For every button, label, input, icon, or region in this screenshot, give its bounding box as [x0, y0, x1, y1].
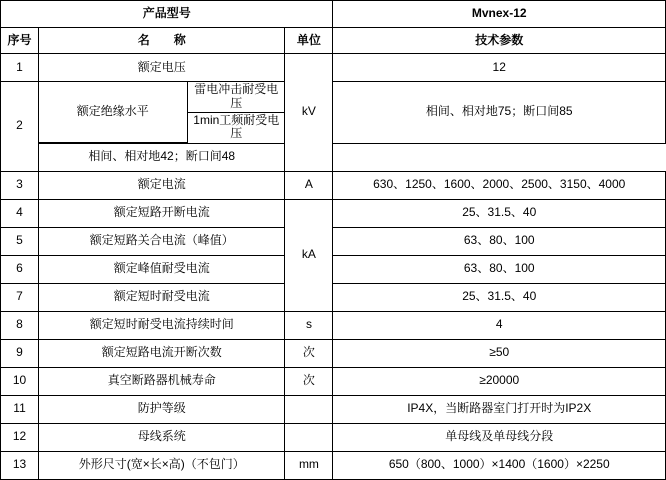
row-no: 10 — [1, 367, 39, 395]
table-header-row-title — [1, 1, 666, 28]
row-name: 额定短时耐受电流 — [39, 283, 285, 311]
table-row — [1, 171, 666, 199]
row-no: 11 — [1, 395, 39, 423]
insulation-sub-row — [39, 82, 285, 112]
row-unit: 次 — [285, 339, 333, 367]
row-name: 额定电流 — [39, 171, 285, 199]
row-no: 12 — [1, 423, 39, 451]
header-name: 名 称 — [39, 28, 285, 54]
header-param: 技术参数 — [333, 28, 666, 54]
row-param: ≥50 — [333, 339, 666, 367]
row-param: ≥20000 — [333, 367, 666, 395]
table-row — [1, 311, 666, 339]
row-unit: mm — [285, 451, 333, 479]
table-row — [1, 451, 666, 479]
row-name: 额定短时耐受电流持续时间 — [39, 311, 285, 339]
sub-label: 雷电冲击耐受电压 — [187, 82, 285, 112]
row-param: 63、80、100 — [333, 227, 666, 255]
row-name: 额定峰值耐受电流 — [39, 255, 285, 283]
row-unit: A — [285, 171, 333, 199]
row-param: 12 — [333, 54, 666, 82]
row-unit — [285, 395, 333, 423]
row-param: IP4X，当断路器室门打开时为IP2X — [333, 395, 666, 423]
row-no: 8 — [1, 311, 39, 339]
header-product-model: 产品型号 — [1, 1, 333, 28]
table-header-row-sub — [1, 28, 666, 54]
row-unit: 次 — [285, 367, 333, 395]
row-name: 额定短路关合电流（峰值） — [39, 227, 285, 255]
row-name: 额定绝缘水平 — [39, 82, 187, 142]
row-no: 1 — [1, 54, 39, 82]
row-unit: kV — [285, 54, 333, 172]
table-row — [1, 227, 666, 255]
header-unit: 单位 — [285, 28, 333, 54]
table-row — [1, 255, 666, 283]
header-no: 序号 — [1, 28, 39, 54]
row-param: 630、1250、1600、2000、2500、3150、4000 — [333, 171, 666, 199]
table-row — [1, 143, 666, 171]
row-param: 25、31.5、40 — [333, 283, 666, 311]
table-row — [1, 395, 666, 423]
row-param: 63、80、100 — [333, 255, 666, 283]
row-param: 相间、相对地75；断口间85 — [333, 82, 666, 144]
table-row — [1, 199, 666, 227]
row-param: 4 — [333, 311, 666, 339]
row-param: 相间、相对地42；断口间48 — [39, 143, 285, 171]
row-unit: s — [285, 311, 333, 339]
row-name: 额定短路开断电流 — [39, 199, 285, 227]
row-no: 5 — [1, 227, 39, 255]
row-name: 额定短路电流开断次数 — [39, 339, 285, 367]
insulation-name-inner — [39, 82, 285, 143]
row-param: 25、31.5、40 — [333, 199, 666, 227]
row-no: 2 — [1, 82, 39, 172]
row-no: 4 — [1, 199, 39, 227]
row-param: 650（800、1000）×1400（1600）×2250 — [333, 451, 666, 479]
table-row — [1, 367, 666, 395]
row-no: 3 — [1, 171, 39, 199]
row-no: 13 — [1, 451, 39, 479]
row-unit — [285, 423, 333, 451]
row-unit: kA — [285, 199, 333, 311]
header-model-value: Mvnex-12 — [333, 1, 666, 28]
table-row — [1, 339, 666, 367]
row-name-split-left — [39, 82, 285, 144]
row-name: 额定电压 — [39, 54, 285, 82]
sub-label: 1min工频耐受电压 — [193, 112, 280, 141]
table-row — [1, 54, 666, 82]
row-name: 母线系统 — [39, 423, 285, 451]
row-name: 真空断路器机械寿命 — [39, 367, 285, 395]
row-no: 7 — [1, 283, 39, 311]
row-name: 防护等级 — [39, 395, 285, 423]
table-row — [1, 423, 666, 451]
row-name: 外形尺寸(宽×长×高)（不包门） — [39, 451, 285, 479]
row-param: 单母线及单母线分段 — [333, 423, 666, 451]
table-row — [1, 82, 666, 144]
row-no: 9 — [1, 339, 39, 367]
table-row — [1, 283, 666, 311]
row-no: 6 — [1, 255, 39, 283]
